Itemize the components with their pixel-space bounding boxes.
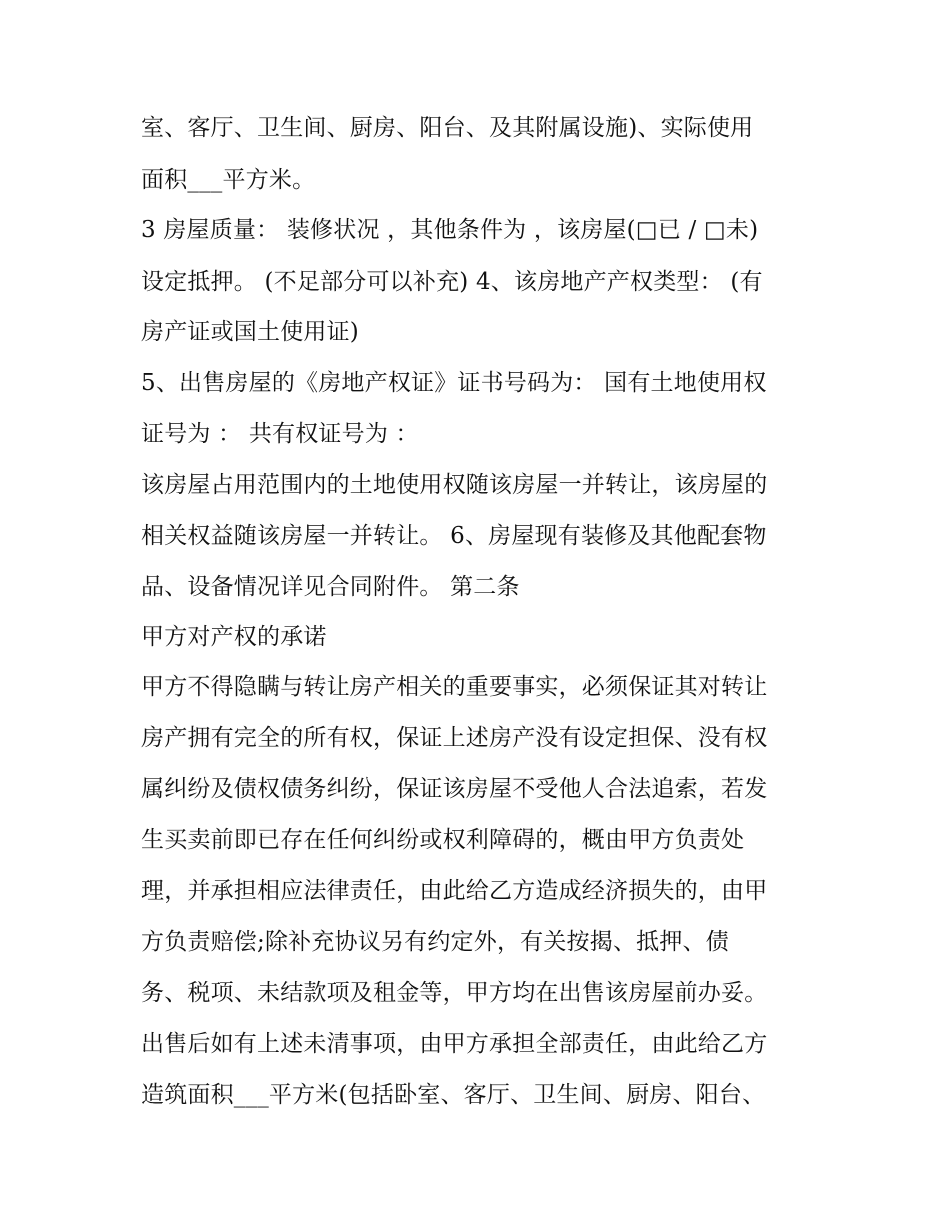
text-line: 方负责赔偿;除补充协议另有约定外，有关按揭、抵押、债 <box>141 929 729 955</box>
text-line: 务、税项、未结款项及租金等，甲方均在出售该房屋前办妥。 <box>141 980 768 1006</box>
text-line: 生买卖前即已存在任何纠纷或权利障碍的，概由甲方负责处 <box>141 827 745 853</box>
text-line: 甲方不得隐瞒与转让房产相关的重要事实，必须保证其对转让 <box>141 674 768 700</box>
text-line: 属纠纷及债权债务纠纷，保证该房屋不受他人合法追索，若发 <box>141 776 768 802</box>
text-line: 房产拥有完全的所有权，保证上述房产没有设定担保、没有权 <box>141 725 768 751</box>
text-line: 出售后如有上述未清事项，由甲方承担全部责任，由此给乙方 <box>141 1031 768 1057</box>
text-line: 该房屋占用范围内的土地使用权随该房屋一并转让，该房屋的 <box>141 472 768 498</box>
text-line: 5、出售房屋的《房地产权证》证书号码为： 国有土地使用权 <box>141 370 767 396</box>
section-heading: 甲方对产权的承诺 <box>141 624 327 650</box>
text-line: 造筑面积___平方米(包括卧室、客厅、卫生间、厨房、阳台、 <box>141 1082 766 1108</box>
text-line: 相关权益随该房屋一并转让。 6、房屋现有装修及其他配套物 <box>141 523 767 549</box>
text-line: 房产证或国土使用证) <box>141 319 359 345</box>
text-line: 3 房屋质量： 装修状况 ，其他条件为 ，该房屋(□已 / □未) <box>141 217 759 243</box>
text-line: 理，并承担相应法律责任，由此给乙方造成经济损失的，由甲 <box>141 878 768 904</box>
text-line: 面积___平方米。 <box>141 167 316 193</box>
text-line: 设定抵押。 (不足部分可以补充) 4、该房地产产权类型： (有 <box>141 269 763 295</box>
text-line: 证号为 ： 共有权证号为 ： <box>141 421 419 447</box>
text-line: 品、设备情况详见合同附件。 第二条 <box>141 574 520 600</box>
text-line: 室、客厅、卫生间、厨房、阳台、及其附属设施)、实际使用 <box>141 115 754 141</box>
